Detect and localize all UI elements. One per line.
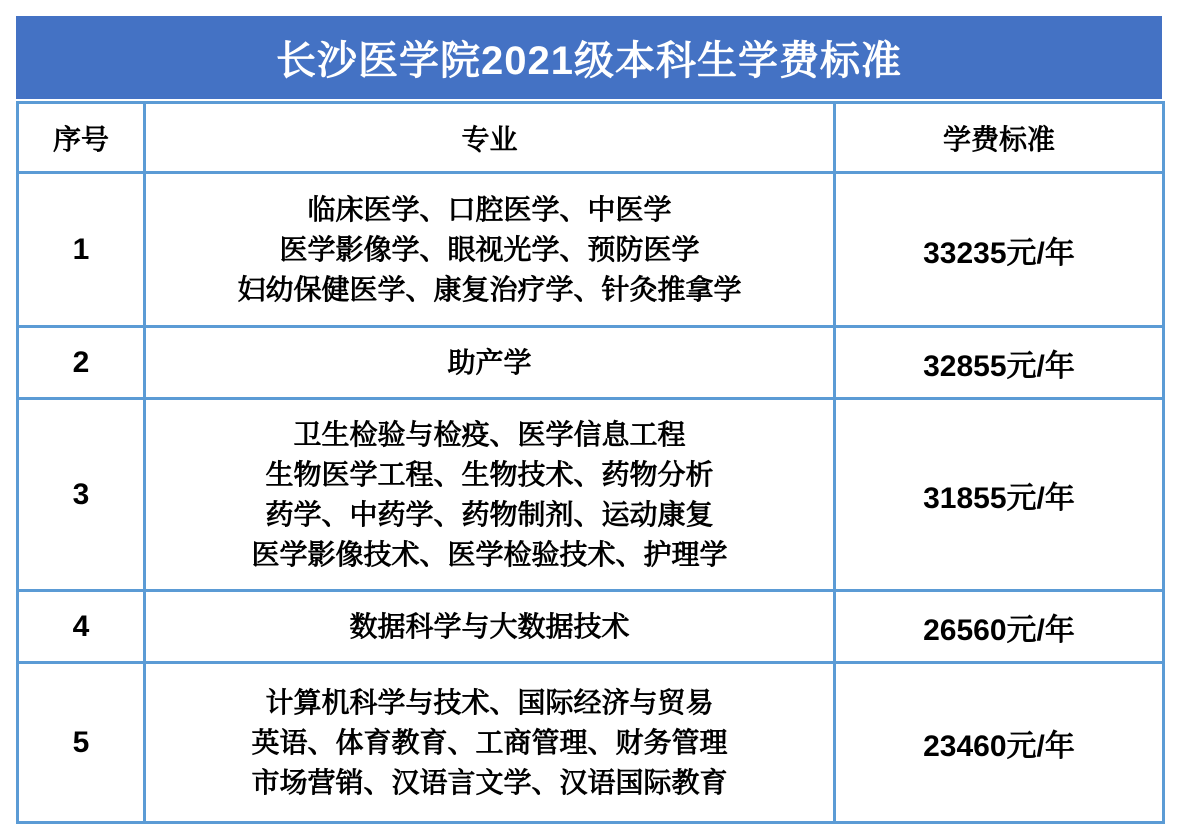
major-line: 生物医学工程、生物技术、药物分析 [265,458,714,490]
col-header-no: 序号 [18,103,145,173]
tuition-table-header [18,103,1164,173]
major-lines [145,591,835,663]
major-line: 医学影像技术、医学检验技术、护理学 [251,538,728,570]
major-line: 医学影像学、眼视光学、预防医学 [279,233,700,265]
major-lines [145,173,835,327]
row-number: 5 [18,663,145,823]
fee-value: 33235元/年 [835,173,1164,327]
major-line: 计算机科学与技术、国际经济与贸易 [265,686,714,718]
major-line: 英语、体育教育、工商管理、财务管理 [251,726,728,758]
fee-value: 26560元/年 [835,591,1164,663]
row-number: 4 [18,591,145,663]
fee-value: 31855元/年 [835,399,1164,591]
major-line: 妇幼保健医学、康复治疗学、针灸推拿学 [237,273,742,305]
table-row [18,327,1164,399]
major-line: 药学、中药学、药物制剂、运动康复 [265,498,714,530]
major-line: 助产学 [447,346,532,378]
table-row [18,173,1164,327]
table-row [18,591,1164,663]
tuition-table-body [18,173,1164,823]
col-header-fee: 学费标准 [835,103,1164,173]
major-line: 卫生检验与检疫、医学信息工程 [293,418,686,450]
major-lines [145,327,835,399]
tuition-table [16,101,1165,824]
row-number: 3 [18,399,145,591]
major-line: 临床医学、口腔医学、中医学 [307,193,672,225]
row-number: 1 [18,173,145,327]
col-header-major: 专业 [145,103,835,173]
table-title-bar [16,16,1162,99]
fee-value: 32855元/年 [835,327,1164,399]
table-row [18,399,1164,591]
header-row [18,103,1164,173]
major-lines [145,663,835,823]
page-title: 长沙医学院2021级本科生学费标准 [276,39,902,83]
major-line: 市场营销、汉语言文学、汉语国际教育 [251,766,728,798]
major-line: 数据科学与大数据技术 [349,610,630,642]
fee-value: 23460元/年 [835,663,1164,823]
table-row [18,663,1164,823]
row-number: 2 [18,327,145,399]
major-lines [145,399,835,591]
